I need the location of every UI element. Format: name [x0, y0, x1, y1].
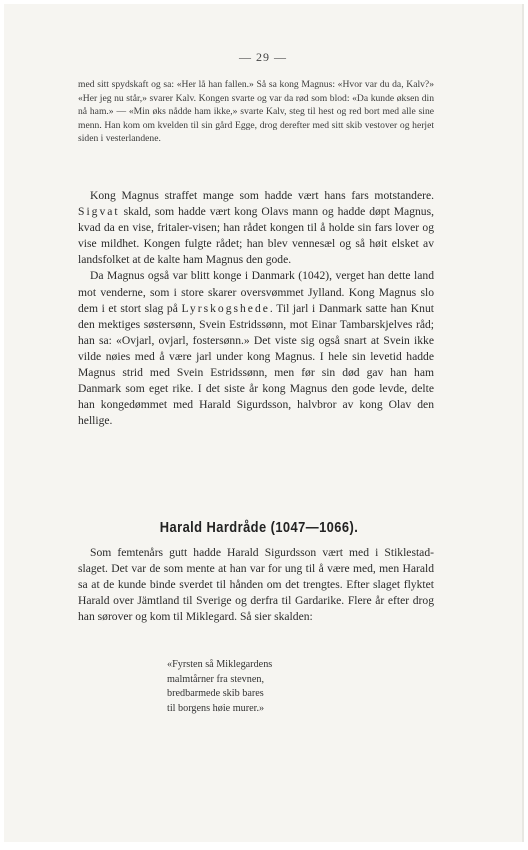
place-lyrskogshede: Lyrskogshede [181, 301, 270, 315]
harald-section [78, 545, 434, 625]
poem-line: «Fyrsten så Miklegardens [167, 659, 273, 670]
paragraph-text: Da Magnus også var blitt konge i Danmark (1042), verget han dette land mot venderne, som i store skarer oversvømmet Jylland. Kong Magnus slo dem i et stort slag på [78, 269, 434, 315]
poem-stanza [167, 658, 272, 716]
paragraph-text: . Til jarl i Danmark satte han Knut den mektiges søstersønn, Svein Estridssønn, mot Einar Tambarskjelves råd; han sa: «Ovjarl, ovjarl, fostersønn.» Det viste sig også snart at Svein ikke vilde nøies med å være jarl under kong Magnus. I hele sin levetid hadde Magnus strid med Svein Estridssønn, men før sin død gav han ham Danmark som eget rike. I det siste år kong Magnus den gode levde, delte han kongedømmet med Harald Sigurdsson, halvbror av kong Olav den hellige. [78, 301, 434, 428]
paragraph-danmark [78, 268, 434, 429]
paragraph-harald: Som femtenårs gutt hadde Harald Sigurdsson vært med i Stiklestad-slaget. Det var de som mente at han var for ung til å være med, men Harald sa at de kunde binde sverdet til hånden om det trengtes. Efter slaget flyktet Harald over Jämtland til Sverige og derfra til Gardarike. Flere år efter drog han sørover og kom til Miklegard. Så sier skalden: [78, 546, 434, 624]
name-sigvat: Sigvat [78, 205, 120, 219]
main-text-section [78, 188, 434, 429]
poem-line: malmtårner fra stevnen, [167, 673, 265, 685]
paragraph-text: skald, som hadde vært kong Olavs mann og hadde døpt Magnus, kvad da en vise, fritaler-visen; han rådet kongen til å holde sin fars lover og vise mildhet. Kongen fulgte rådet; han blev vennesæl og så høit elsket av landsfolket at de kalte ham Magnus den gode. [78, 205, 434, 267]
poem-line: til borgens høie murer.» [167, 702, 265, 714]
small-print-paragraph [78, 78, 434, 146]
poem-line: bredbarmede skib bares [167, 688, 264, 700]
page-number: — 29 — [239, 50, 287, 64]
book-page [4, 4, 524, 842]
paragraph-kong-magnus [78, 188, 434, 268]
paragraph-text: Kong Magnus straffet mange som hadde vært hans fars motstandere. [90, 189, 434, 202]
small-paragraph-text: med sitt spydskaft og sa: «Her lå han fallen.» Så sa kong Magnus: «Hvor var du da, Kalv?» «Her jeg nu står,» svarer Kalv. Kongen svarte og var da rød som blod: «Da kunde øksen din nå ham.» — «Min øks nådde ham ikke,» svarte Kalv, steg til hest og red bort med alle sine menn. Han kom om kvelden til sin gård Egge, drog derefter med sitt skib vestover og herjet siden i vesterlandene. [78, 79, 434, 145]
chapter-heading: Harald Hardråde (1047—1066). [159, 519, 359, 536]
